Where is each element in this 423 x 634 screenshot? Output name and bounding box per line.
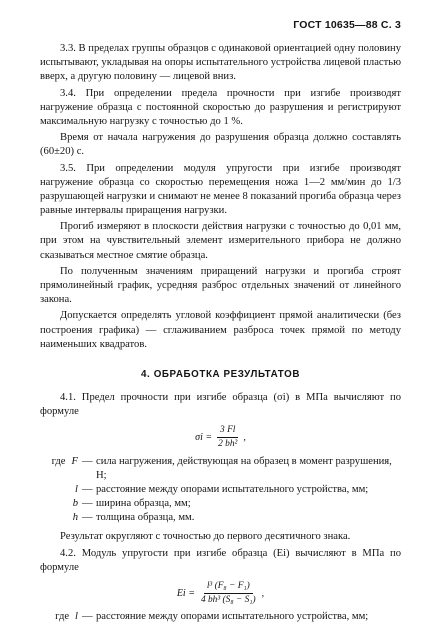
definitions-modulus [40, 610, 401, 624]
paragraph-4-2: 4.2. Модуль упругости при изгибе образца (Ei) вычисляют в МПа по формуле [40, 547, 401, 573]
definition-text: расстояние между опорами испытательного устройства, мм; [96, 611, 369, 623]
formula-strength-fraction [215, 424, 240, 450]
definition-text: толщина образца, мм. [96, 512, 195, 524]
definition-symbol: h [72, 512, 78, 524]
formula-modulus-fraction [198, 580, 259, 606]
formula-modulus-tail: , [261, 587, 265, 599]
definition-dash: — [82, 512, 93, 524]
formula-modulus-denominator: 4 bh³ (S₈ − S₁) [200, 594, 256, 605]
section-4-heading: 4. ОБРАБОТКА РЕЗУЛЬТАТОВ [141, 368, 300, 380]
definition-item [40, 483, 401, 497]
paragraph-3-5: 3.5. При определении модуля упругости при изгибе производят нагружение образца со скоростью перемещения ножа 1—2 мм/мин до 1/3 разрушающей нагрузки и снимают не менее 8 показаний прогиба образца через равные интервалы приращения нагрузки. [40, 162, 401, 217]
definition-item [40, 511, 401, 525]
definition-symbol: b [72, 498, 78, 510]
paragraph-3-5-graph: По полученным значениям приращений нагрузки и прогиба строят прямолинейный график, усредняя разброс отдельных значений от линейного закона. [40, 265, 401, 306]
definition-item [40, 497, 401, 511]
paragraph-3-5-deflection: Прогиб измеряют в плоскости действия нагрузки с точностью до 0,01 мм, при этом на чувствительный элемент измерительного прибора не должно сказываться местное смятие образца. [40, 221, 401, 261]
where-label: где [55, 611, 70, 623]
formula-strength-denominator: 2 bh² [218, 439, 238, 450]
formula-strength-numerator: 3 Fl [217, 424, 238, 438]
where-label: где [51, 455, 66, 467]
definition-dash: — [82, 611, 93, 623]
definitions-strength [40, 455, 401, 526]
page-header: ГОСТ 10635—88 С. 3 [293, 19, 401, 31]
definition-text: ширина образца, мм; [96, 498, 191, 510]
paragraph-3-4: 3.4. При определении предела прочности при изгибе производят нагружение образца с постоянной скоростью до разрушения и регистрируют максимальную нагрузку с точностью до 1 %. [40, 87, 401, 127]
definition-symbol: l [75, 484, 78, 495]
definition-text: расстояние между опорами испытательного устройства, мм; [96, 484, 369, 495]
formula-modulus-lhs: Ei = [176, 587, 195, 599]
formula-strength-tail: , [243, 431, 246, 443]
definition-dash: — [82, 455, 93, 467]
formula-modulus [40, 580, 401, 606]
definition-item [40, 455, 401, 483]
rounding-note: Результат округляют с точностью до первого десятичного знака. [60, 530, 351, 542]
paragraph-3-3: 3.3. В пределах группы образцов с одинаковой ориентацией одну половину испытывают, укладывая на опоры испытательного устройства лицевой пластью вверх, а другую половину — лицевой вниз. [40, 43, 401, 83]
paragraph-4-1: 4.1. Предел прочности при изгибе образца (σi) в МПа вычисляют по формуле [40, 392, 401, 418]
formula-strength-lhs: σi = [195, 431, 213, 443]
definition-symbol: l [75, 611, 78, 623]
definition-text: сила нагружения, действующая на образец в момент разрушения, Н; [96, 455, 392, 481]
document-body [40, 42, 401, 629]
formula-modulus-numerator: l³ (F₈ − F₁) [204, 580, 253, 594]
paragraph-3-4-time: Время от начала нагружения до разрушения образца должно составлять (60±20) с. [40, 132, 401, 158]
definition-dash: — [82, 484, 93, 495]
definition-item [40, 610, 401, 624]
formula-strength [40, 424, 401, 450]
definition-dash: — [82, 498, 93, 510]
paragraph-3-5-least-squares: Допускается определять угловой коэффициент прямой аналитически (без построения графика) — сглаживанием разброса точек прямой по методу наименьших квадратов. [40, 310, 401, 350]
definition-symbol: F [71, 455, 78, 467]
